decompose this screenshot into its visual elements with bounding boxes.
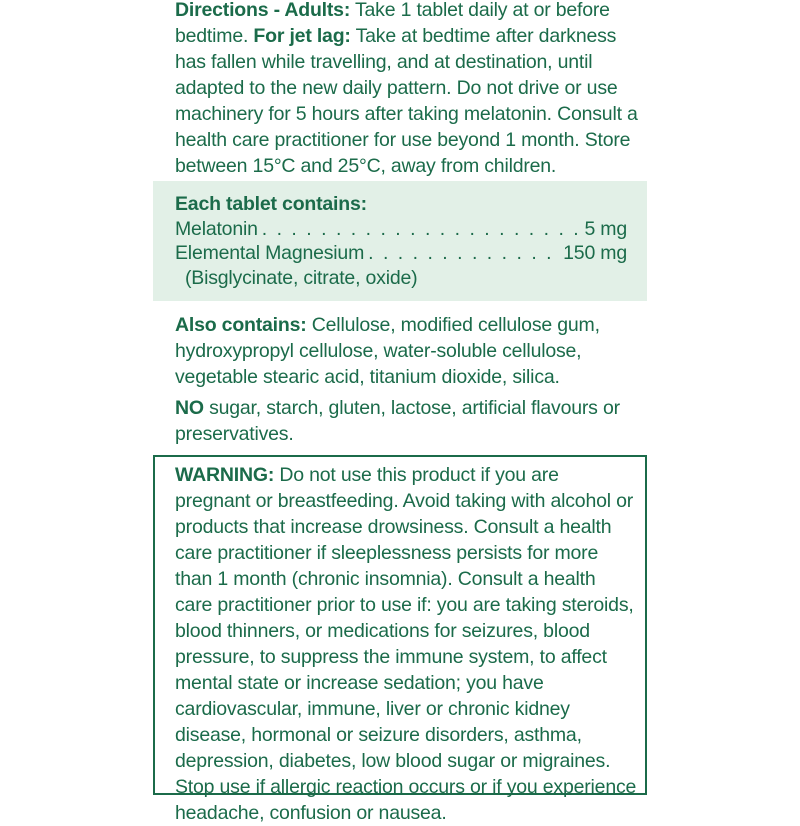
warning-content [175,462,637,826]
warning-box [153,455,647,824]
also-contains-text: Cellulose, modified cellulose gum, hydroxypropyl cellulose, water-soluble cellulose, vegetable stearic acid, titanium dioxide, silica. [175,314,600,388]
warning-label: WARNING: [175,464,275,486]
directions-section [175,0,645,179]
ingredients-panel [153,181,647,301]
dot-leader [262,217,579,241]
directions-adults-text: Take 1 tablet daily at or before bedtime. [175,0,610,47]
ingredient-name: Elemental Magnesium [175,242,365,264]
also-contains-paragraph [175,312,645,390]
ingredient-row [175,241,627,265]
jet-lag-text: Take at bedtime after darkness has fallen while travelling, and at destination, until adapted to the new daily pattern. Do not drive or use machinery for 5 hours after taking melatonin. Consult a health care practitioner for use beyond 1 month. Store between 15°C and 25°C, away from children. [175,25,638,177]
ingredient-row [175,217,627,241]
ingredient-amount: 150 mg [563,242,627,264]
ingredient-source-note: (Bisglycinate, citrate, oxide) [185,267,418,289]
free-from-label: NO [175,397,204,419]
directions-paragraph [175,0,645,179]
dot-leader [368,241,557,265]
jet-lag-label: For jet lag: [253,25,351,47]
free-from-paragraph [175,395,645,447]
ingredients-title: Each tablet contains: [175,193,367,215]
free-from-section [175,395,645,447]
warning-paragraph [175,462,637,826]
also-contains-label: Also contains: [175,314,307,336]
ingredient-amount: 5 mg [584,218,627,240]
warning-text: Do not use this product if you are pregnant or breastfeeding. Avoid taking with alcohol or products that increase drowsiness. Consult a health care practitioner if sleeplessness persists for more than 1 month (chronic insomnia). Consult a health care practitioner prior to use if: you are taking steroids, blood thinners, or medications for seizures, blood pressure, to suppress the immune system, to affect mental state or increase sedation; you have cardiovascular, immune, liver or chronic kidney disease, hormonal or seizure disorders, asthma, depression, diabetes, low blood sugar or migraines. Stop use if allergic reaction occurs or if you experience headache, confusion or nausea. [175,464,637,824]
free-from-text: sugar, starch, gluten, lactose, artificial flavours or preservatives. [175,397,620,445]
directions-adults-label: Directions - Adults: [175,0,351,21]
ingredient-name: Melatonin [175,218,258,240]
also-contains-section [175,312,645,390]
ingredients-content [175,191,627,289]
